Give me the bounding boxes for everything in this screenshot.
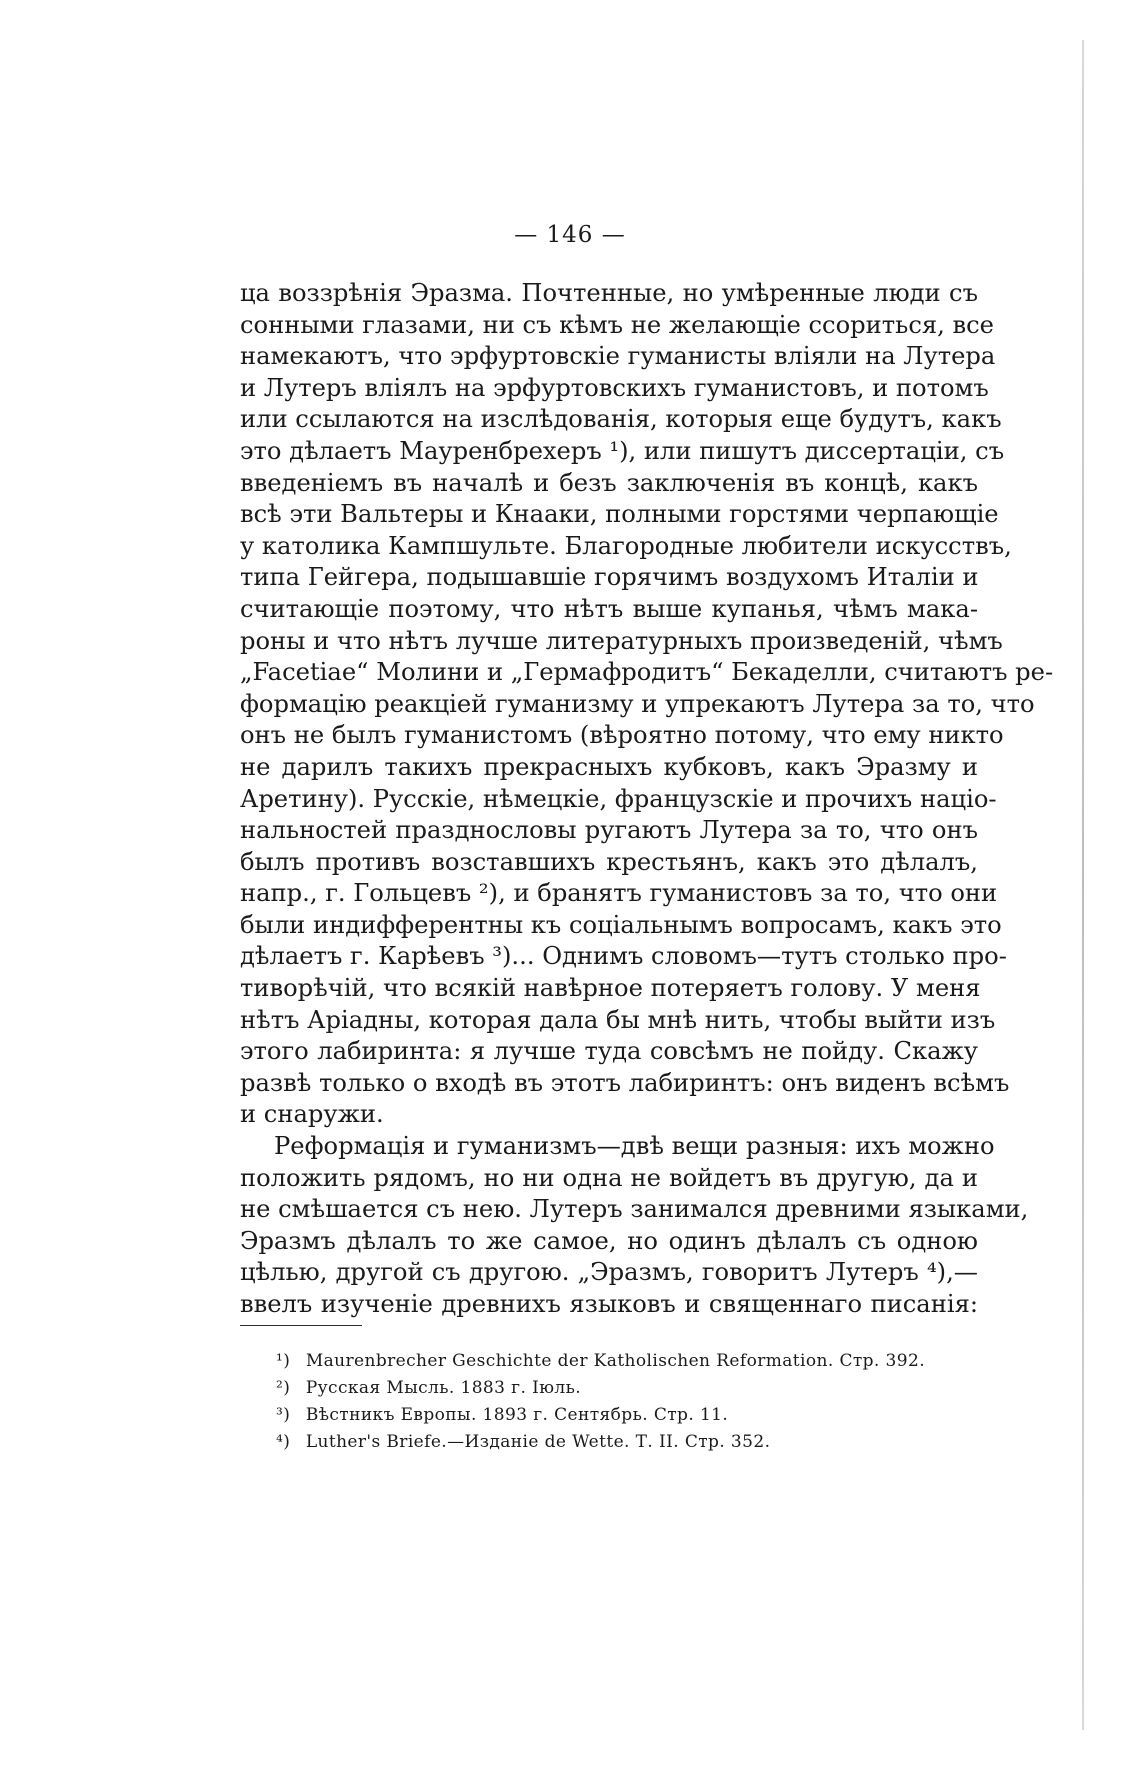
text-line: были индифферентны къ соціальнымъ вопросамъ, какъ это: [240, 910, 1002, 939]
text-line: Эразмъ дѣлалъ то же самое, но одинъ дѣлалъ съ одною: [240, 1226, 978, 1255]
footnote-text: Luther's Briefe.—Изданіе de Wette. Т. II. Стр. 352.: [305, 1432, 771, 1452]
text-line: положить рядомъ, но ни одна не войдетъ въ другую, да и: [240, 1163, 978, 1192]
footnote-marker: ¹): [276, 1351, 291, 1371]
text-line: или ссылаются на изслѣдованія, которыя еще будутъ, какъ: [240, 405, 1002, 434]
text-line: „Facetiae“ Молини и „Гермафродитъ“ Бекаделли, считаютъ ре-: [240, 658, 1054, 687]
footnote: [276, 1402, 976, 1429]
text-line: не смѣшается съ нею. Лутеръ занимался древними языками,: [240, 1195, 1029, 1224]
text-line: сонными глазами, ни съ кѣмъ не желающіе ссориться, все: [240, 310, 994, 339]
body-text: [240, 278, 1054, 1321]
text-line: тиворѣчій, что всякій навѣрное потеряетъ голову. У меня: [240, 974, 981, 1003]
text-line: типа Гейгера, подышавшіе горячимъ воздухомъ Италіи и: [240, 563, 979, 592]
text-line: роны и что нѣтъ лучше литературныхъ произведеній, чѣмъ: [240, 626, 1003, 655]
text-line: считающіе поэтому, что нѣтъ выше купанья, чѣмъ мака-: [240, 594, 978, 623]
text-line: ввелъ изученіе древнихъ языковъ и священнаго писанія:: [240, 1290, 978, 1318]
text-line: Аретину). Русскіе, нѣмецкіе, французскіе и прочихъ націо-: [240, 784, 997, 813]
text-line: нѣтъ Аріадны, которая дала бы мнѣ нить, чтобы выйти изъ: [240, 1005, 996, 1034]
text-line: у католика Кампшульте. Благородные любители искусствъ,: [240, 531, 1012, 560]
text-line: это дѣлаетъ Мауренбрехеръ ¹), или пишутъ диссертаціи, съ: [240, 436, 1005, 465]
footnote-text: Вѣстникъ Европы. 1893 г. Сентябрь. Стр. 11.: [305, 1405, 729, 1425]
text-line: не дарилъ такихъ прекрасныхъ кубковъ, какъ Эразму и: [240, 752, 978, 781]
footnote-text: Maurenbrecher Geschichte der Katholischen Reformation. Стр. 392.: [305, 1351, 925, 1371]
footnotes: [276, 1348, 976, 1456]
paragraph-end-line: и снаружи.: [240, 1100, 384, 1129]
footnote: [276, 1348, 976, 1375]
text-line: нальностей празднословы ругаютъ Лутера за то, что онъ: [240, 816, 978, 845]
text-line: развѣ только о входѣ въ этотъ лабиринтъ: онъ виденъ всѣмъ: [240, 1068, 1010, 1097]
footnote-marker: ³): [276, 1405, 291, 1425]
text-line: всѣ эти Вальтеры и Кнааки, полными горстями черпающіе: [240, 500, 999, 529]
text-line: и Лутеръ вліялъ на эрфуртовскихъ гуманистовъ, и потомъ: [240, 373, 989, 402]
text-line: формацію реакціей гуманизму и упрекаютъ Лутера за то, что: [240, 689, 1035, 718]
text-line: намекаютъ, что эрфуртовскіе гуманисты вліяли на Лутера: [240, 342, 996, 371]
text-line: онъ не былъ гуманистомъ (вѣроятно потому, что ему никто: [240, 721, 1004, 750]
footnote-marker: ⁴): [276, 1432, 291, 1452]
text-line: этого лабиринта: я лучше туда совсѣмъ не пойду. Скажу: [240, 1037, 978, 1066]
paragraph-start-line: Реформація и гуманизмъ—двѣ вещи разныя: ихъ можно: [274, 1132, 995, 1161]
footnote-divider: [240, 1325, 362, 1326]
text-line: былъ противъ возставшихъ крестьянъ, какъ это дѣлалъ,: [240, 847, 978, 876]
footnote-text: Русская Мысль. 1883 г. Іюль.: [305, 1378, 582, 1398]
footnote: [276, 1375, 976, 1402]
footnote: [276, 1429, 976, 1456]
text-line: напр., г. Гольцевъ ²), и бранятъ гуманистовъ за то, что они: [240, 879, 998, 908]
footnote-marker: ²): [276, 1378, 291, 1398]
text-line: дѣлаетъ г. Карѣевъ ³)... Однимъ словомъ—тутъ столько про-: [240, 942, 1007, 971]
text-line: ца воззрѣнія Эразма. Почтенные, но умѣренные люди съ: [240, 279, 978, 307]
page-number: — 146 —: [514, 222, 626, 248]
text-line: цѣлью, другой съ другою. „Эразмъ, говоритъ Лутеръ ⁴),—: [240, 1258, 978, 1287]
text-line: введеніемъ въ началѣ и безъ заключенія въ концѣ, какъ: [240, 468, 978, 497]
scan-page-edge: [1082, 40, 1084, 1730]
